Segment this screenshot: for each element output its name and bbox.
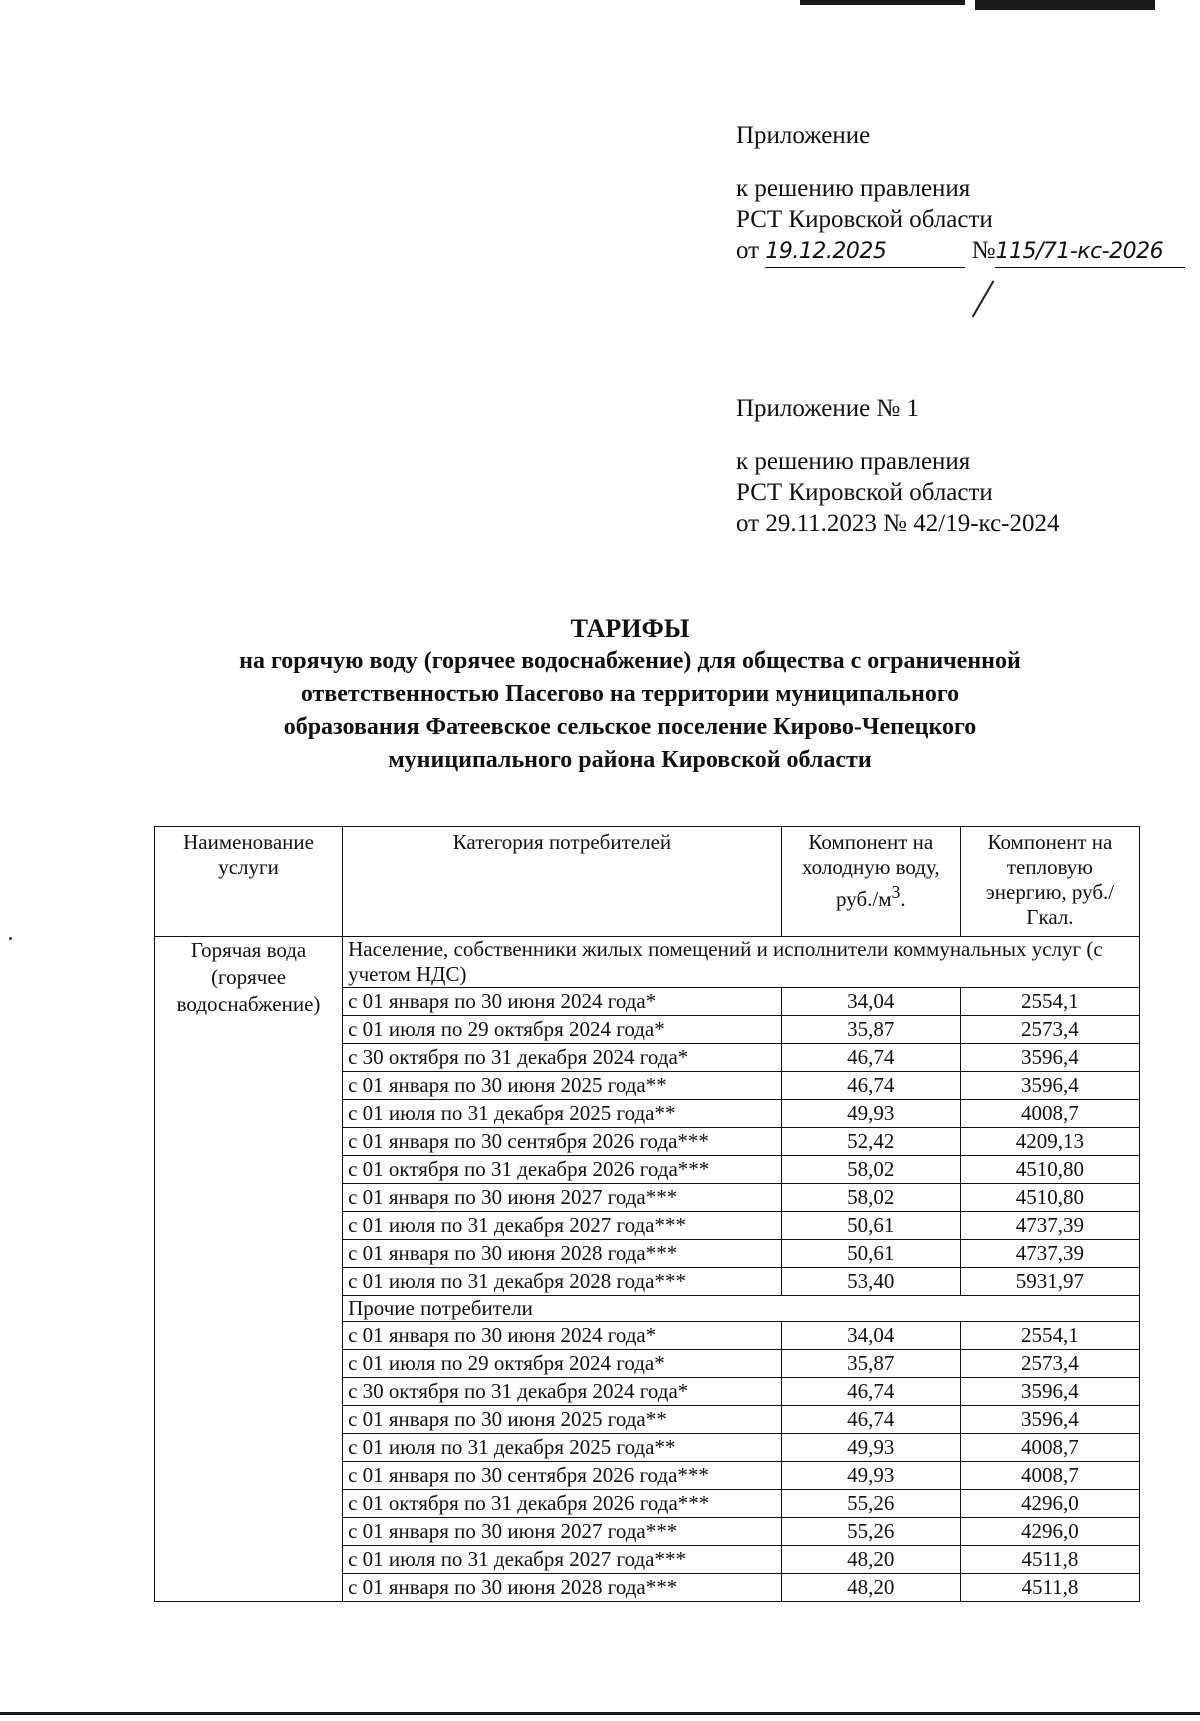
cold-water-cell: 49,93 bbox=[781, 1100, 960, 1128]
cold-water-cell: 46,74 bbox=[781, 1072, 960, 1100]
section-title: Население, собственники жилых помещений и исполнители коммунальных услуг (с учетом НДС) bbox=[343, 937, 1140, 988]
handwriting-stroke bbox=[972, 280, 995, 317]
period-cell: с 01 июля по 31 декабря 2025 года** bbox=[343, 1100, 782, 1128]
period-cell: с 01 января по 30 июня 2025 года** bbox=[343, 1072, 782, 1100]
heat-cell: 5931,97 bbox=[960, 1268, 1139, 1296]
cold-water-cell: 35,87 bbox=[781, 1350, 960, 1378]
period-cell: с 01 января по 30 сентября 2026 года*** bbox=[343, 1462, 782, 1490]
heat-cell: 2573,4 bbox=[960, 1350, 1139, 1378]
annex-original-line3: от 29.11.2023 № 42/19-кс-2024 bbox=[736, 510, 1060, 537]
period-cell: с 01 января по 30 июня 2027 года*** bbox=[343, 1518, 782, 1546]
heading-title: ТАРИФЫ bbox=[570, 614, 690, 643]
annex-current-title: Приложение bbox=[736, 122, 871, 149]
period-cell: с 01 января по 30 июня 2028 года*** bbox=[343, 1240, 782, 1268]
cold-water-cell: 49,93 bbox=[781, 1434, 960, 1462]
scan-edge-mark bbox=[800, 0, 965, 5]
annex-current-block bbox=[736, 120, 1185, 268]
section-row bbox=[155, 937, 1140, 988]
period-cell: с 01 января по 30 июня 2027 года*** bbox=[343, 1184, 782, 1212]
service-name-cell: Горячая вода (горячее водоснабжение) bbox=[155, 937, 343, 1602]
cold-water-cell: 35,87 bbox=[781, 1016, 960, 1044]
handwritten-date: 19.12.2025 bbox=[765, 235, 965, 268]
heat-cell: 4737,39 bbox=[960, 1240, 1139, 1268]
header-service: Наименование услуги bbox=[155, 827, 343, 937]
heat-cell: 2554,1 bbox=[960, 988, 1139, 1016]
scan-speck bbox=[9, 937, 12, 940]
heading-line: образования Фатеевское сельское поселение Кирово-Чепецкого bbox=[283, 714, 977, 740]
heat-cell: 4008,7 bbox=[960, 1100, 1139, 1128]
scan-edge-mark bbox=[0, 1712, 1200, 1715]
period-cell: с 01 января по 30 июня 2024 года* bbox=[343, 1322, 782, 1350]
cold-water-cell: 58,02 bbox=[781, 1156, 960, 1184]
heat-cell: 4296,0 bbox=[960, 1518, 1139, 1546]
handwritten-number: 115/71-кс-2026 bbox=[995, 235, 1185, 268]
heat-cell: 3596,4 bbox=[960, 1072, 1139, 1100]
cold-water-cell: 50,61 bbox=[781, 1240, 960, 1268]
cold-water-cell: 46,74 bbox=[781, 1378, 960, 1406]
scan-edge-mark bbox=[975, 0, 1155, 10]
annex-original-title: Приложение № 1 bbox=[736, 395, 920, 422]
period-cell: с 01 июля по 31 декабря 2025 года** bbox=[343, 1434, 782, 1462]
cold-water-cell: 46,74 bbox=[781, 1044, 960, 1072]
period-cell: с 01 января по 30 сентября 2026 года*** bbox=[343, 1128, 782, 1156]
annex-original-line2: РСТ Кировской области bbox=[736, 479, 993, 506]
heat-cell: 4209,13 bbox=[960, 1128, 1139, 1156]
number-prefix: № bbox=[971, 237, 996, 264]
document-heading bbox=[140, 612, 1120, 777]
period-cell: с 01 января по 30 июня 2025 года** bbox=[343, 1406, 782, 1434]
heat-cell: 4008,7 bbox=[960, 1462, 1139, 1490]
period-cell: с 01 января по 30 июня 2028 года*** bbox=[343, 1574, 782, 1602]
heat-cell: 4510,80 bbox=[960, 1184, 1139, 1212]
annex-current-line1: к решению правления bbox=[736, 175, 971, 202]
cold-water-cell: 55,26 bbox=[781, 1518, 960, 1546]
table-header-row bbox=[155, 827, 1140, 937]
cold-water-cell: 58,02 bbox=[781, 1184, 960, 1212]
cold-water-cell: 55,26 bbox=[781, 1490, 960, 1518]
heat-cell: 4511,8 bbox=[960, 1574, 1139, 1602]
header-category: Категория потребителей bbox=[343, 827, 782, 937]
period-cell: с 01 октября по 31 декабря 2026 года*** bbox=[343, 1156, 782, 1184]
heat-cell: 4511,8 bbox=[960, 1546, 1139, 1574]
period-cell: с 01 июля по 29 октября 2024 года* bbox=[343, 1016, 782, 1044]
cold-water-cell: 34,04 bbox=[781, 988, 960, 1016]
period-cell: с 01 июля по 31 декабря 2027 года*** bbox=[343, 1212, 782, 1240]
heat-cell: 3596,4 bbox=[960, 1406, 1139, 1434]
cold-water-cell: 48,20 bbox=[781, 1574, 960, 1602]
annex-original-block bbox=[736, 393, 1060, 539]
cold-water-cell: 53,40 bbox=[781, 1268, 960, 1296]
period-cell: с 30 октября по 31 декабря 2024 года* bbox=[343, 1044, 782, 1072]
section-title: Прочие потребители bbox=[343, 1296, 1140, 1322]
period-cell: с 30 октября по 31 декабря 2024 года* bbox=[343, 1378, 782, 1406]
period-cell: с 01 января по 30 июня 2024 года* bbox=[343, 988, 782, 1016]
heading-line: на горячую воду (горячее водоснабжение) для общества с ограниченной bbox=[239, 648, 1021, 674]
heat-cell: 4510,80 bbox=[960, 1156, 1139, 1184]
period-cell: с 01 июля по 31 декабря 2027 года*** bbox=[343, 1546, 782, 1574]
header-cold-water: Компонент на холодную воду, $руб./м^3$. bbox=[781, 827, 960, 937]
heat-cell: 3596,4 bbox=[960, 1378, 1139, 1406]
header-heat: Компонент на тепловую энергию, руб./Гкал. bbox=[960, 827, 1139, 937]
cold-water-cell: 49,93 bbox=[781, 1462, 960, 1490]
heat-cell: 4296,0 bbox=[960, 1490, 1139, 1518]
annex-current-line2: РСТ Кировской области bbox=[736, 206, 993, 233]
cold-water-cell: 34,04 bbox=[781, 1322, 960, 1350]
period-cell: с 01 июля по 31 декабря 2028 года*** bbox=[343, 1268, 782, 1296]
cold-water-cell: 50,61 bbox=[781, 1212, 960, 1240]
heat-cell: 2554,1 bbox=[960, 1322, 1139, 1350]
annex-original-line1: к решению правления bbox=[736, 448, 971, 475]
heat-cell: 4008,7 bbox=[960, 1434, 1139, 1462]
heat-cell: 4737,39 bbox=[960, 1212, 1139, 1240]
cold-water-cell: 48,20 bbox=[781, 1546, 960, 1574]
date-prefix: от bbox=[736, 237, 760, 264]
heading-line: ответственностью Пасегово на территории муниципального bbox=[300, 681, 960, 707]
cold-water-cell: 52,42 bbox=[781, 1128, 960, 1156]
annex-current-date-line bbox=[736, 235, 1185, 268]
cold-water-cell: 46,74 bbox=[781, 1406, 960, 1434]
period-cell: с 01 октября по 31 декабря 2026 года*** bbox=[343, 1490, 782, 1518]
heading-line: муниципального района Кировской области bbox=[388, 747, 872, 773]
period-cell: с 01 июля по 29 октября 2024 года* bbox=[343, 1350, 782, 1378]
heat-cell: 2573,4 bbox=[960, 1016, 1139, 1044]
tariff-table bbox=[154, 826, 1140, 1602]
heat-cell: 3596,4 bbox=[960, 1044, 1139, 1072]
